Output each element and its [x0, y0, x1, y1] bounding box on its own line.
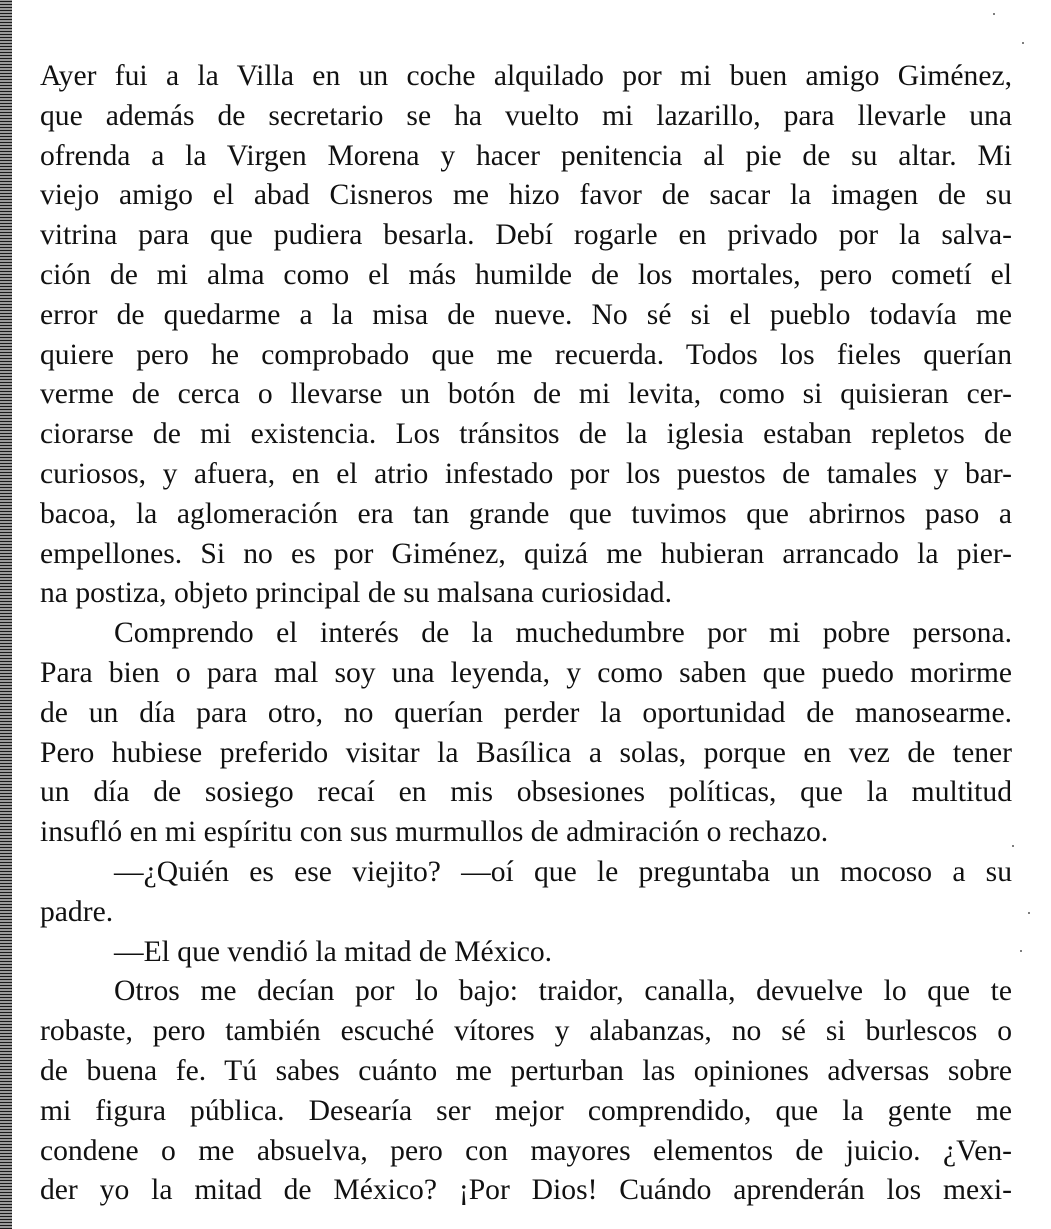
- text-line: Ayer fui a la Villa en un coche alquilado por mi buen amigo Giménez,: [40, 60, 1012, 92]
- dialogue-line: —El que vendió la mitad de México.: [114, 935, 553, 968]
- text-line: curiosos, y afuera, en el atrio infestado por los puestos de tamales y bar-: [40, 457, 1012, 490]
- text-line: na postiza, objeto principal de su malsana curiosidad.: [40, 577, 672, 610]
- text-line: insufló en mi espíritu con sus murmullos de admiración o rechazo.: [40, 816, 829, 849]
- text-line: robaste, pero también escuché vítores y alabanzas, no sé si burlescos o: [40, 1015, 1012, 1048]
- text-line: ofrenda a la Virgen Morena y hacer penitencia al pie de su altar. Mi: [40, 139, 1012, 172]
- text-line: condene o me absuelva, pero con mayores elementos de juicio. ¿Ven-: [40, 1134, 1012, 1167]
- text-line: que además de secretario se ha vuelto mi lazarillo, para llevarle una: [40, 99, 1012, 132]
- text-line: de un día para otro, no querían perder la oportunidad de manosearme.: [40, 696, 1012, 729]
- text-line: Para bien o para mal soy una leyenda, y como saben que puedo morirme: [40, 656, 1012, 689]
- text-line: vitrina para que pudiera besarla. Debí rogarle en privado por la salva-: [40, 219, 1012, 252]
- text-line: error de quedarme a la misa de nueve. No sé si el pueblo todavía me: [40, 298, 1012, 331]
- text-line: un día de sosiego recaí en mis obsesiones políticas, que la multitud: [40, 776, 1012, 809]
- text-line: bacoa, la aglomeración era tan grande que tuvimos que abrirnos paso a: [40, 497, 1012, 530]
- text-line: ciorarse de mi existencia. Los tránsitos de la iglesia estaban repletos de: [40, 418, 1012, 451]
- dialogue-line: —¿Quién es ese viejito? —oí que le preguntaba un mocoso a su: [114, 855, 1012, 888]
- paragraph-first-line: Comprendo el interés de la muchedumbre por mi pobre persona.: [114, 617, 1012, 650]
- paragraph-first-line: Otros me decían por lo bajo: traidor, canalla, devuelve lo que te: [114, 975, 1012, 1008]
- scan-speck: [1028, 912, 1030, 914]
- text-line: ción de mi alma como el más humilde de los mortales, pero cometí el: [40, 258, 1012, 291]
- body-text: [40, 57, 1012, 1211]
- text-line: mi figura pública. Desearía ser mejor comprendido, que la gente me: [40, 1094, 1012, 1127]
- scan-speck: [1022, 42, 1024, 44]
- text-line: padre.: [40, 895, 114, 928]
- text-line: der yo la mitad de México? ¡Por Dios! Cuándo aprenderán los mexi-: [40, 1174, 1012, 1207]
- scan-speck: [1012, 845, 1014, 847]
- text-line: verme de cerca o llevarse un botón de mi levita, como si quisieran cer-: [40, 378, 1012, 411]
- text-line: empellones. Si no es por Giménez, quizá me hubieran arrancado la pier-: [40, 537, 1012, 570]
- text-line: de buena fe. Tú sabes cuánto me perturban las opiniones adversas sobre: [40, 1054, 1012, 1087]
- scan-speck: [1020, 950, 1022, 952]
- scan-speck: [993, 13, 995, 15]
- page-binding-edge: [0, 0, 12, 1229]
- text-line: Pero hubiese preferido visitar la Basílica a solas, porque en vez de tener: [40, 736, 1012, 769]
- text-line: quiere pero he comprobado que me recuerda. Todos los fieles querían: [40, 338, 1012, 371]
- text-line: viejo amigo el abad Cisneros me hizo favor de sacar la imagen de su: [40, 179, 1012, 212]
